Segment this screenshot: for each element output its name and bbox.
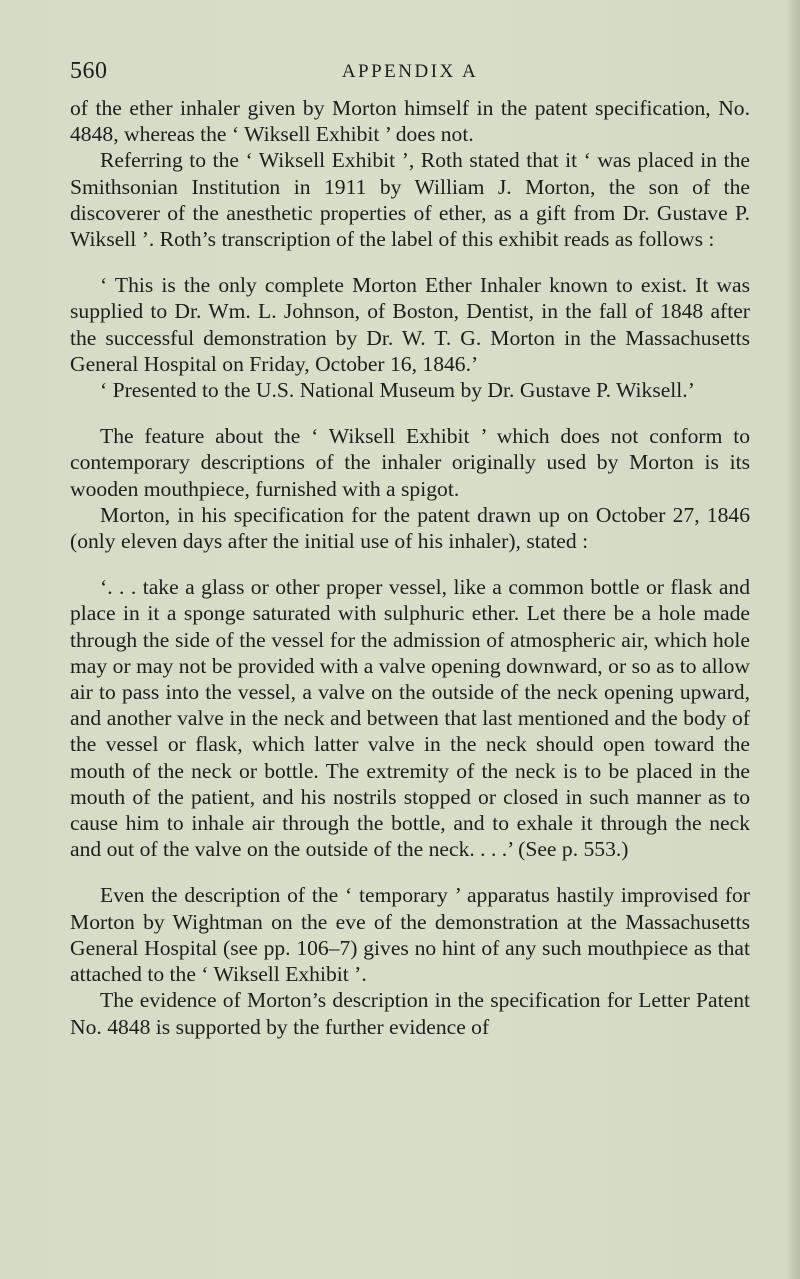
paragraph-evidence: The evidence of Morton’s description in the specification for Letter Patent No. 4848 is supported by the further evidence of <box>70 988 750 1039</box>
page-edge-shadow <box>786 0 800 1279</box>
page-number: 560 <box>70 58 108 84</box>
paragraph-roth-referring: Referring to the ‘ Wiksell Exhibit ’, Roth stated that it ‘ was placed in the Smithsonian Institution in 1911 by William J. Morton, the son of the discoverer of the anesthetic properties of ether, as a gift from Dr. Gustave P. Wiksell ’. Roth’s transcription of the label of this exhibit reads as follows : <box>70 148 750 252</box>
quote-presented: ‘ Presented to the U.S. National Museum by Dr. Gustave P. Wiksell.’ <box>100 378 695 403</box>
paragraph-continuation: of the ether inhaler given by Morton himself in the patent specification, No. 4848, whereas the ‘ Wiksell Exhibit ’ does not. <box>70 96 750 147</box>
body-text <box>70 95 750 1040</box>
paragraph-feature: The feature about the ‘ Wiksell Exhibit ’ which does not conform to contemporary descriptions of the inhaler originally used by Morton is its wooden mouthpiece, furnished with a spigot. <box>70 424 750 501</box>
paragraph-temporary-apparatus: Even the description of the ‘ temporary ’ apparatus hastily improvised for Morton by Wightman on the eve of the demonstration at the Massachusetts General Hospital (see pp. 106–7) gives no hint of any such mouthpiece as that attached to the ‘ Wiksell Exhibit ’. <box>70 883 750 987</box>
running-head <box>70 58 750 88</box>
paragraph-specification: Morton, in his specification for the patent drawn up on October 27, 1846 (only eleven days after the initial use of his inhaler), stated : <box>70 502 750 554</box>
quote-exhibit-label: ‘ This is the only complete Morton Ether Inhaler known to exist. It was supplied to Dr. Wm. L. Johnson, of Boston, Dentist, in the fall of 1848 after the successful demonstration by Dr. W. T. G. Morton in the Massachusetts General Hospital on Friday, October 16, 1846.’ <box>70 273 750 376</box>
running-title: APPENDIX A <box>341 61 479 82</box>
quote-patent-specification: ‘. . . take a glass or other proper vessel, like a common bottle or flask and place in it a sponge saturated with sulphuric ether. Let there be a hole made through the side of the vessel for the admission of atmospheric air, which hole may or may not be provided with a valve opening downward, or so as to allow air to pass into the vessel, a valve on the outside of the neck opening upward, and another valve in the neck and between that last mentioned and the body of the vessel or flask, which latter valve in the neck should open toward the mouth of the neck or bottle. The extremity of the neck is to be placed in the mouth of the patient, and his nostrils stopped or closed in such manner as to cause him to inhale air through the bottle, and to exhale it through the neck and out of the valve on the outside of the neck. . . .’ (See p. 553.) <box>70 575 750 862</box>
